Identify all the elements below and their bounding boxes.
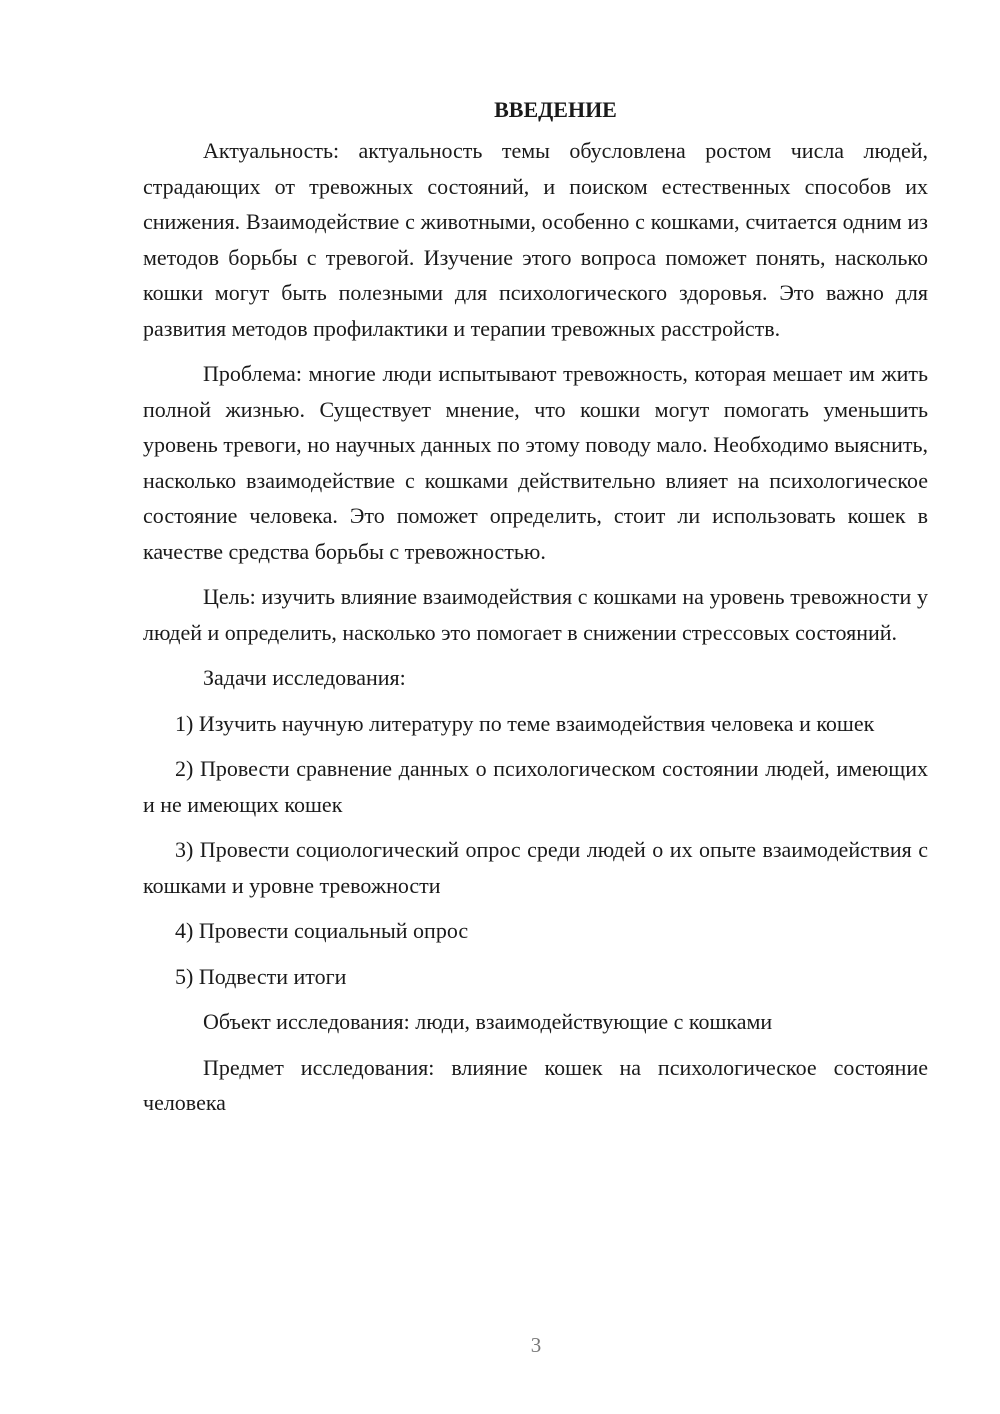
- task-item-3: 3) Провести социологический опрос среди людей о их опыте взаимодействия с кошками и уровне тревожности: [143, 837, 928, 898]
- relevance-paragraph: Актуальность: актуальность темы обусловлена ростом числа людей, страдающих от тревожных состояний, и поиском естественных способов их снижения. Взаимодействие с животными, особенно с кошками, считается одним из методов борьбы с тревогой. Изучение этого вопроса поможет понять, насколько кошки могут быть полезными для психологического здоровья. Это важно для развития методов профилактики и терапии тревожных расстройств.: [143, 138, 928, 341]
- tasks-heading: Задачи исследования:: [203, 665, 406, 690]
- goal-paragraph: Цель: изучить влияние взаимодействия с кошками на уровень тревожности у людей и определить, насколько это помогает в снижении стрессовых состояний.: [143, 584, 928, 645]
- task-item-4: 4) Провести социальный опрос: [175, 918, 469, 943]
- object-paragraph: Объект исследования: люди, взаимодействующие с кошками: [203, 1009, 773, 1034]
- subject-paragraph: Предмет исследования: влияние кошек на психологическое состояние человека: [143, 1054, 928, 1115]
- task-item-1: 1) Изучить научную литературу по теме взаимодействия человека и кошек: [175, 710, 875, 736]
- section-heading: ВВЕДЕНИЕ: [494, 97, 617, 122]
- page-number: 3: [530, 1333, 542, 1357]
- problem-paragraph: Проблема: многие люди испытывают тревожность, которая мешает им жить полной жизнью. Существует мнение, что кошки могут помогать уменьшить уровень тревоги, но научных данных по этому поводу мало. Необходимо выяснить, насколько взаимодействие с кошками действительно влияет на психологическое состояние человека. Это поможет определить, стоит ли использовать кошек в качестве средства борьбы с тревожностью.: [143, 361, 928, 564]
- document-page: [143, 92, 928, 1121]
- task-item-5: 5) Подвести итоги: [175, 963, 347, 989]
- task-item-2: 2) Провести сравнение данных о психологическом состоянии людей, имеющих и не имеющих кошек: [143, 756, 928, 817]
